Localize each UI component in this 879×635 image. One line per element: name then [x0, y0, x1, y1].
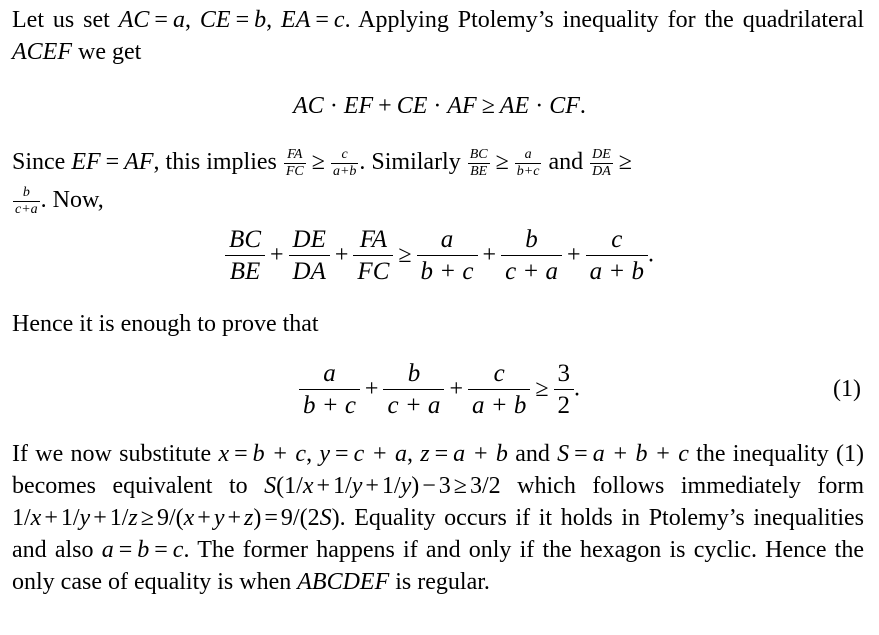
equation-ratio-sum: $\frac{BC}{BE}$ + $\frac{DE}{DA}$ + $\frac{FA}{FC}$ ≥ $\frac{a}{b + c}$ + $\frac{b}{c + a}$ + $\frac{c}{a + b}$ . [0, 226, 879, 286]
paragraph-hence: Hence it is enough to prove that [12, 311, 319, 337]
fraction-de-da: $\frac{DE}{DA}$ [592, 146, 611, 179]
paragraph-since: Since EF = AF, this implies $\frac{FA}{FC}$ ≥ $\frac{c}{a+b}$ . Similarly $\frac{BC}{BE}$ ≥ $\frac{a}{b+c}$ and $\frac{DE}{DA}$ ≥ [12, 146, 632, 179]
paragraph-since-line2: $\frac{b}{c+a}$ . Now, [15, 184, 104, 217]
hexagon-name: ABCDEF [297, 569, 390, 595]
quadrilateral-name: ACEF [12, 39, 72, 65]
fraction-bc-be: $\frac{BC}{BE}$ [469, 146, 488, 179]
equation-1: $\frac{a}{b + c}$ + $\frac{b}{c + a}$ + $\frac{c}{a + b}$ ≥ $\frac{3}{2}$ . [0, 360, 879, 420]
fraction-fa-fc: $\frac{FA}{FC}$ [285, 146, 304, 179]
equation-ptolemy: AC · EF + CE · AF ≥ AE · CF. [293, 93, 586, 119]
paragraph-substitute: If we now substitute x = b + c, y = c + a, z = a + b and S = a + b + c the inequality (1) becomes equivalent to S(1/x + 1/y + 1/y) − 3 ≥ 3/2 which follows immediately form 1/x + 1/y + 1/z ≥ 9/(x + y + z) = 9/(2S). Equality occurs if it holds in Ptolemy’s inequalities and also a = b = c. The former happens if and only if the hexagon is cyclic. Hence the only case of equality is when ABCDEF is regular. [12, 441, 865, 595]
paragraph-setup: Let us set AC = a, CE = b, EA = c. Applying Ptolemy’s inequality for the quadrilateral ACEF we get [12, 7, 864, 65]
fraction-a-over-bpc: $\frac{a}{b+c}$ [516, 146, 540, 179]
text-let-us-set: Let us set [12, 7, 119, 33]
equation-label-1: (1) [833, 376, 861, 402]
text-applying-ptolemy: Applying Ptolemy’s inequality for the quadrilateral [350, 7, 864, 33]
fraction-b-over-cpa: $\frac{b}{c+a}$ [15, 184, 38, 217]
fraction-c-over-apb: $\frac{c}{a+b}$ [332, 146, 357, 179]
